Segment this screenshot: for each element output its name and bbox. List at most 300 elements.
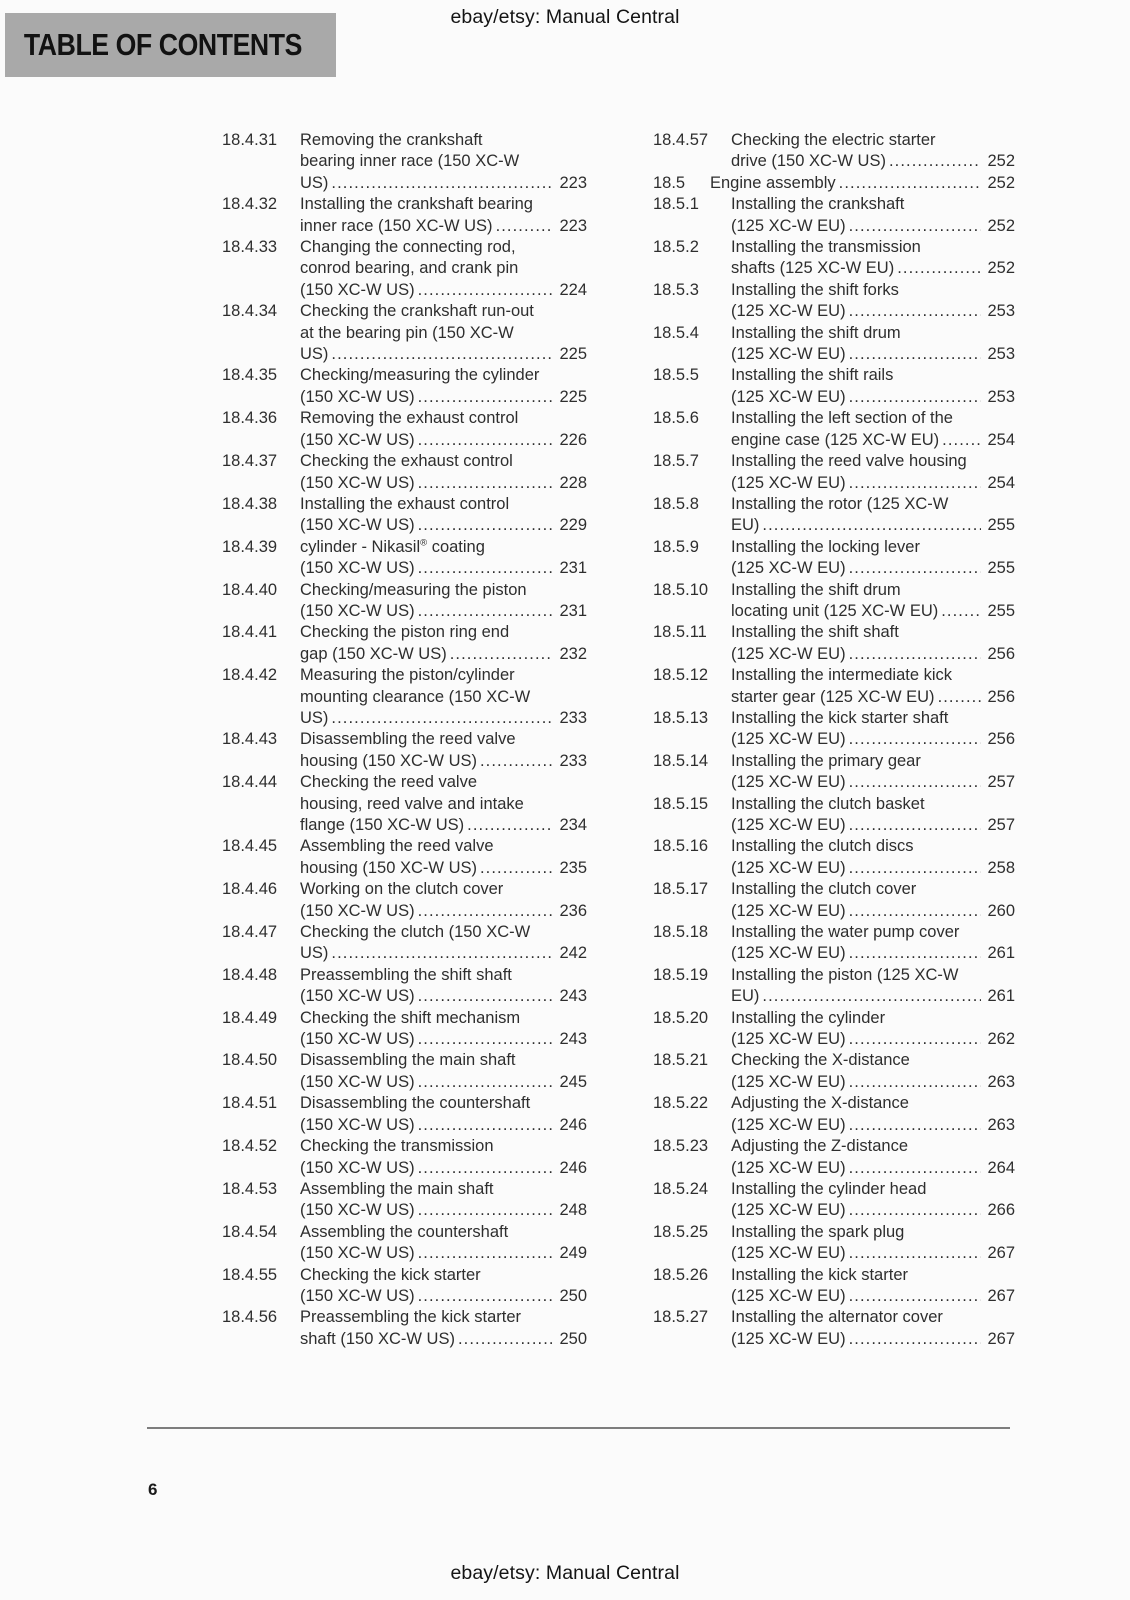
toc-entry-text: (125 XC-W EU) [731,473,846,492]
toc-entry-line: Removing the exhaust control [300,409,519,428]
toc-entry-page: 245 [559,1072,587,1091]
dot-leader [849,558,982,579]
toc-entry-body [300,1222,587,1265]
toc-entry-body [731,751,1015,794]
toc-entry-line [731,1286,1015,1307]
dot-leader [418,901,554,922]
dot-leader [418,515,554,536]
toc-entry-text: (125 XC-W EU) [731,1201,846,1220]
toc-entry [653,622,1015,665]
toc-entry-page: 266 [987,1201,1015,1220]
toc-entry-text: (150 XC-W US) [300,280,415,299]
toc-entry-page: 263 [987,1115,1015,1134]
toc-entry-body [300,451,587,494]
toc-entry-text: US) [300,173,329,192]
toc-entry-body [731,1307,1015,1350]
toc-entry-body [731,965,1015,1008]
toc-entry-line: Assembling the main shaft [300,1179,494,1198]
toc-entry-text: (125 XC-W EU) [731,1030,846,1049]
toc-entry-line: Installing the shift rails [731,366,894,385]
toc-entry-line [731,387,1015,408]
dot-leader [418,1115,554,1136]
toc-entry-page: 243 [559,987,587,1006]
toc-entry-number: 18.4.36 [222,409,278,428]
toc-entry-body [300,665,587,729]
toc-entry-line [731,1072,1015,1093]
toc-entry [222,580,587,623]
dot-leader [849,772,982,793]
toc-entry-page: 232 [559,644,587,663]
toc-entry-line [300,601,587,622]
toc-entry-body [300,301,587,365]
toc-entry-line: Installing the crankshaft [731,195,905,214]
toc-entry-number: 18.5.24 [653,1179,709,1198]
toc-entry-body [300,237,587,301]
dot-leader [849,815,982,836]
toc-entry-number: 18.5.16 [653,837,709,856]
toc-entry-number: 18.4.55 [222,1265,278,1284]
toc-entry-text: (125 XC-W EU) [731,302,846,321]
toc-entry-body [731,365,1015,408]
toc-entry-line [731,216,1015,237]
toc-entry-page: 250 [559,1286,587,1305]
toc-entry-line [300,1115,587,1136]
toc-entry-line: Installing the piston (125 XC-W [731,965,959,984]
dot-leader [849,1158,982,1179]
toc-entry-text: (125 XC-W EU) [731,1286,846,1305]
toc-entry-page: 249 [559,1244,587,1263]
toc-entry-line: Installing the cylinder [731,1008,886,1027]
dot-leader [418,601,554,622]
toc-entry [222,451,587,494]
toc-entry-line: Disassembling the countershaft [300,1094,531,1113]
dot-leader [418,986,554,1007]
toc-entry-number: 18.5.21 [653,1051,709,1070]
toc-entry-text: (150 XC-W US) [300,1072,415,1091]
toc-entry-body [300,1307,587,1350]
toc-entry-number: 18.4.39 [222,537,278,556]
toc-entry-line: conrod bearing, and crank pin [300,259,519,278]
toc-entry-number: 18.5.27 [653,1308,709,1327]
toc-entry-text: (125 XC-W EU) [731,1158,846,1177]
dot-leader [897,258,981,279]
toc-entry-line: housing, reed valve and intake [300,794,524,813]
toc-entry-body [731,537,1015,580]
toc-entry-number: 18.4.40 [222,580,278,599]
toc-entry-text: drive (150 XC-W US) [731,152,886,171]
toc-entry [653,922,1015,965]
toc-entry-number: 18.4.33 [222,238,278,257]
toc-entry-line [300,943,587,964]
toc-entry [222,1050,587,1093]
toc-entry-body [731,280,1015,323]
toc-entry [653,580,1015,623]
toc-entry-page: 242 [559,944,587,963]
toc-entry-line [731,151,1015,172]
toc-entry-text: (125 XC-W EU) [731,559,846,578]
toc-entry-body [731,879,1015,922]
dot-leader [849,901,982,922]
toc-entry-number: 18.5.13 [653,708,709,727]
toc-entry-line [300,708,587,729]
toc-entry [653,794,1015,837]
toc-entry-line: Installing the clutch cover [731,880,917,899]
toc-entry-line [300,1329,587,1350]
toc-entry-page: 264 [987,1158,1015,1177]
toc-entry [222,494,587,537]
toc-entry-page: 257 [987,816,1015,834]
dot-leader [849,1029,982,1050]
dot-leader [418,558,554,579]
page-heading-box [5,13,336,77]
toc-entry-body [731,408,1015,451]
toc-entry-body [731,130,1015,173]
toc-entry-line: Checking the shift mechanism [300,1008,521,1027]
toc-entry-text: (150 XC-W US) [300,1244,415,1263]
toc-entry-number: 18.4.53 [222,1179,278,1198]
dot-leader [849,301,982,322]
toc-entry-line [300,986,587,1007]
toc-entry-text: engine case (125 XC-W EU) [731,430,940,449]
toc-entry-line: Installing the shift forks [731,280,899,299]
toc-entry-line: Installing the locking lever [731,537,920,556]
toc-entry-line [300,473,587,494]
toc-entry-number: 18.4.35 [222,366,278,385]
toc-entry-number: 18.5.17 [653,880,709,899]
dot-leader [418,1072,554,1093]
toc-entry-text: (150 XC-W US) [300,601,415,620]
toc-entry-page: 252 [987,216,1015,235]
toc-entry-text: (150 XC-W US) [300,430,415,449]
toc-entry-line [731,943,1015,964]
toc-entry [222,1222,587,1265]
toc-entry-number: 18.4.42 [222,666,278,685]
toc-entry-page: 267 [987,1329,1015,1348]
toc-entry-line: Working on the clutch cover [300,880,504,899]
toc-entry-body [731,237,1015,280]
toc-entry [653,173,1015,194]
toc-entry-line: Checking/measuring the piston [300,580,527,599]
toc-entry [222,965,587,1008]
toc-entry [222,408,587,451]
toc-entry-page: 254 [987,473,1015,492]
toc-entry-number: 18.4.51 [222,1094,278,1113]
toc-entry-number: 18.4.47 [222,923,278,942]
toc-entry-text: (150 XC-W US) [300,1030,415,1049]
toc-entry-text: (150 XC-W US) [300,901,415,920]
toc-entry-number: 18.4.52 [222,1137,278,1156]
toc-entry-number: 18.5.25 [653,1222,709,1241]
toc-entry-body [731,580,1015,623]
toc-entry-page: 231 [559,601,587,620]
toc-left-column [222,130,587,1350]
toc-entry-text: inner race (150 XC-W US) [300,216,493,235]
toc-entry-text: housing (150 XC-W US) [300,751,477,770]
toc-right-column [653,130,1015,1350]
toc-entry-text: (125 XC-W EU) [731,730,846,749]
toc-entry-page: 228 [559,473,587,492]
toc-entry [653,323,1015,366]
toc-entry [222,301,587,365]
toc-entry [222,1265,587,1308]
toc-entry-text: shaft (150 XC-W US) [300,1329,455,1348]
toc-entry-line [300,901,587,922]
toc-entry-text: (125 XC-W EU) [731,816,846,834]
toc-entry-line [300,751,587,772]
toc-entry-text: (150 XC-W US) [300,1286,415,1305]
toc-entry-line: Checking the exhaust control [300,452,513,471]
toc-entry-number: 18.5.4 [653,323,699,342]
toc-entry-line [731,1029,1015,1050]
dot-leader [418,1286,554,1307]
toc-entry-line [300,515,587,536]
toc-entry-line: Preassembling the kick starter [300,1308,522,1327]
dot-leader [418,473,554,494]
toc-entry-text: (150 XC-W US) [300,1158,415,1177]
toc-entry-text: (150 XC-W US) [300,987,415,1006]
toc-entry [653,1008,1015,1051]
toc-entry-line: Installing the exhaust control [300,494,510,513]
toc-entry-text: (125 XC-W EU) [731,773,846,792]
toc-entry-text: (125 XC-W EU) [731,216,846,235]
toc-entry [222,194,587,237]
toc-entry [222,537,587,580]
toc-entry [653,836,1015,879]
toc-entry-line [731,729,1015,750]
dot-leader [418,1200,554,1221]
toc-entry-page: 243 [559,1030,587,1049]
toc-entry-page: 253 [987,302,1015,321]
toc-entry-line [300,1072,587,1093]
toc-entry [653,879,1015,922]
footer-page-number: 6 [148,1480,158,1499]
toc-entry-number: 18.5 [653,173,686,192]
toc-entry-line: Assembling the reed valve [300,837,494,856]
toc-entry-number: 18.5.15 [653,794,709,813]
toc-entry-text: EU) [731,516,760,535]
toc-entry-page: 256 [987,644,1015,663]
toc-entry [653,965,1015,1008]
toc-entry-text: EU) [731,987,760,1006]
toc-entry-line: Checking the reed valve [300,773,478,792]
dot-leader [418,1158,554,1179]
toc-entry-line [731,258,1015,279]
toc-entry-line: mounting clearance (150 XC-W [300,687,531,706]
toc-entry-body [731,1222,1015,1265]
toc-entry-number: 18.5.2 [653,238,699,257]
toc-entry-number: 18.4.31 [222,131,278,149]
toc-entry-number: 18.5.14 [653,751,709,770]
toc-entry [653,537,1015,580]
toc-entry-text: (125 XC-W EU) [731,1115,846,1134]
toc-entry-line [731,901,1015,922]
toc-entry-page: 233 [559,751,587,770]
toc-entry-number: 18.4.44 [222,773,278,792]
toc-entry-text: gap (150 XC-W US) [300,644,447,663]
toc-entry-line [731,601,1015,622]
dot-leader [849,729,982,750]
toc-entry-body [731,794,1015,837]
toc-entry-line [731,644,1015,665]
toc-entry-line: Disassembling the main shaft [300,1051,516,1070]
toc-entry-text: (125 XC-W EU) [731,1072,846,1091]
toc-entry-line: Checking/measuring the cylinder [300,366,540,385]
toc-entry-line: Installing the rotor (125 XC-W [731,494,949,513]
toc-entry-number: 18.5.11 [653,623,707,642]
toc-entry-text: (150 XC-W US) [300,559,415,578]
toc-entry [222,665,587,729]
toc-entry-body [300,494,587,537]
toc-entry-line [731,515,1015,536]
dot-leader [849,1243,982,1264]
toc-entry-body [300,836,587,879]
toc-entry-page: 253 [987,345,1015,364]
toc-entry [653,280,1015,323]
toc-entry-line [300,280,587,301]
toc-entry-line [300,1286,587,1307]
toc-entry-body [731,922,1015,965]
toc-entry-number: 18.4.41 [222,623,278,642]
toc-entry-line: Installing the intermediate kick [731,666,953,685]
toc-entry-page: 261 [987,944,1015,963]
toc-entry-page: 225 [559,345,587,364]
toc-entry-line [731,1200,1015,1221]
toc-entry-page: 253 [987,387,1015,406]
dot-leader [418,387,554,408]
toc-entry-line: Installing the transmission [731,238,921,257]
header-doc-title: ebay/etsy: Manual Central [450,6,680,28]
toc-entry-text: US) [300,345,329,364]
dot-leader [762,986,981,1007]
toc-entry [653,1136,1015,1179]
toc-entry-line [300,344,587,365]
toc-entry-body [710,173,1015,194]
toc-entry-line: Assembling the countershaft [300,1222,509,1241]
toc-entry [222,772,587,836]
toc-entry-line [300,1200,587,1221]
toc-entry-number: 18.5.18 [653,923,709,942]
toc-entry-line: Adjusting the X-distance [731,1094,909,1113]
toc-entry [653,494,1015,537]
toc-entry-page: 246 [559,1158,587,1177]
toc-entry-text: (125 XC-W EU) [731,901,846,920]
toc-entry-number: 18.5.6 [653,409,699,428]
toc-entry-body [300,1136,587,1179]
dot-leader [849,344,982,365]
toc-entry-page: 255 [987,559,1015,578]
toc-entry-number: 18.5.12 [653,666,709,685]
dot-leader [849,216,982,237]
dot-leader [938,687,982,708]
dot-leader [849,387,982,408]
toc-entry [222,922,587,965]
toc-entry-number: 18.5.5 [653,366,699,385]
toc-entry [222,729,587,772]
toc-entry-line [731,430,1015,451]
toc-entry-body [300,772,587,836]
dot-leader [467,815,553,836]
toc-entry-text: (125 XC-W EU) [731,345,846,364]
toc-entry-page: 234 [559,816,587,834]
toc-entry-body [731,194,1015,237]
toc-entry-body [300,537,587,580]
dot-leader [331,344,553,365]
toc-entry-page: 235 [559,858,587,877]
toc-entry-body [300,194,587,237]
toc-entry-page: 252 [987,259,1015,278]
toc-entry-number: 18.4.54 [222,1222,278,1241]
toc-entry-line [300,1158,587,1179]
toc-entry-line [731,858,1015,879]
toc-entry-line: Checking the clutch (150 XC-W [300,923,531,942]
toc-entry-body [731,1136,1015,1179]
toc-entry-line [300,1243,587,1264]
toc-entry-page: 223 [559,216,587,235]
dot-leader [418,280,554,301]
toc-entry-number: 18.5.26 [653,1265,709,1284]
toc-entry-line [300,644,587,665]
toc-entry-page: 225 [559,387,587,406]
toc-entry-number: 18.4.32 [222,195,278,214]
toc-entry-body [731,1050,1015,1093]
toc-entry-page: 223 [559,173,587,192]
toc-entry-text: (125 XC-W EU) [731,387,846,406]
toc-entry-line [300,815,587,836]
toc-entry-line: Checking the X-distance [731,1051,910,1070]
toc-entry-number: 18.4.45 [222,837,278,856]
toc-entry-page: 231 [559,559,587,578]
toc-entry [222,1008,587,1051]
toc-entry [222,622,587,665]
toc-entry-text: (125 XC-W EU) [731,1244,846,1263]
toc-entry-line: Installing the water pump cover [731,923,960,942]
dot-leader [418,1243,554,1264]
toc-entry [653,665,1015,708]
toc-entry-line: cylinder - Nikasil® coating [300,537,485,556]
toc-entry-text: (150 XC-W US) [300,1201,415,1220]
toc-entry-body [731,836,1015,879]
toc-entry [653,365,1015,408]
toc-entry-page: 255 [987,516,1015,535]
toc-entry [222,130,587,194]
toc-entry-text: Engine assembly [710,173,836,192]
toc-entry [653,1222,1015,1265]
toc-entry-text: (150 XC-W US) [300,516,415,535]
toc-entry-body [300,580,587,623]
dot-leader [762,515,981,536]
toc-entry [653,1307,1015,1350]
dot-leader [480,751,553,772]
toc-entry-number: 18.5.23 [653,1137,709,1156]
toc-entry-number: 18.4.34 [222,302,278,321]
toc-entry-page: 233 [559,708,587,727]
toc-entry [222,1307,587,1350]
toc-entry-page: 252 [987,173,1015,192]
dot-leader [849,858,982,879]
toc-entry-text: (150 XC-W US) [300,473,415,492]
toc-entry-line: Checking the electric starter [731,131,936,149]
toc-entry-page: 255 [987,601,1015,620]
toc-entry-number: 18.5.22 [653,1094,709,1113]
toc-entry-line: Installing the cylinder head [731,1179,927,1198]
toc-entry-body [731,665,1015,708]
dot-leader [418,430,554,451]
toc-entry-line: Installing the crankshaft bearing [300,195,533,214]
toc-entry [653,130,1015,173]
toc-entry-page: 258 [987,858,1015,877]
toc-entry-line: Checking the crankshaft run-out [300,302,534,321]
toc-entry-number: 18.4.38 [222,494,278,513]
